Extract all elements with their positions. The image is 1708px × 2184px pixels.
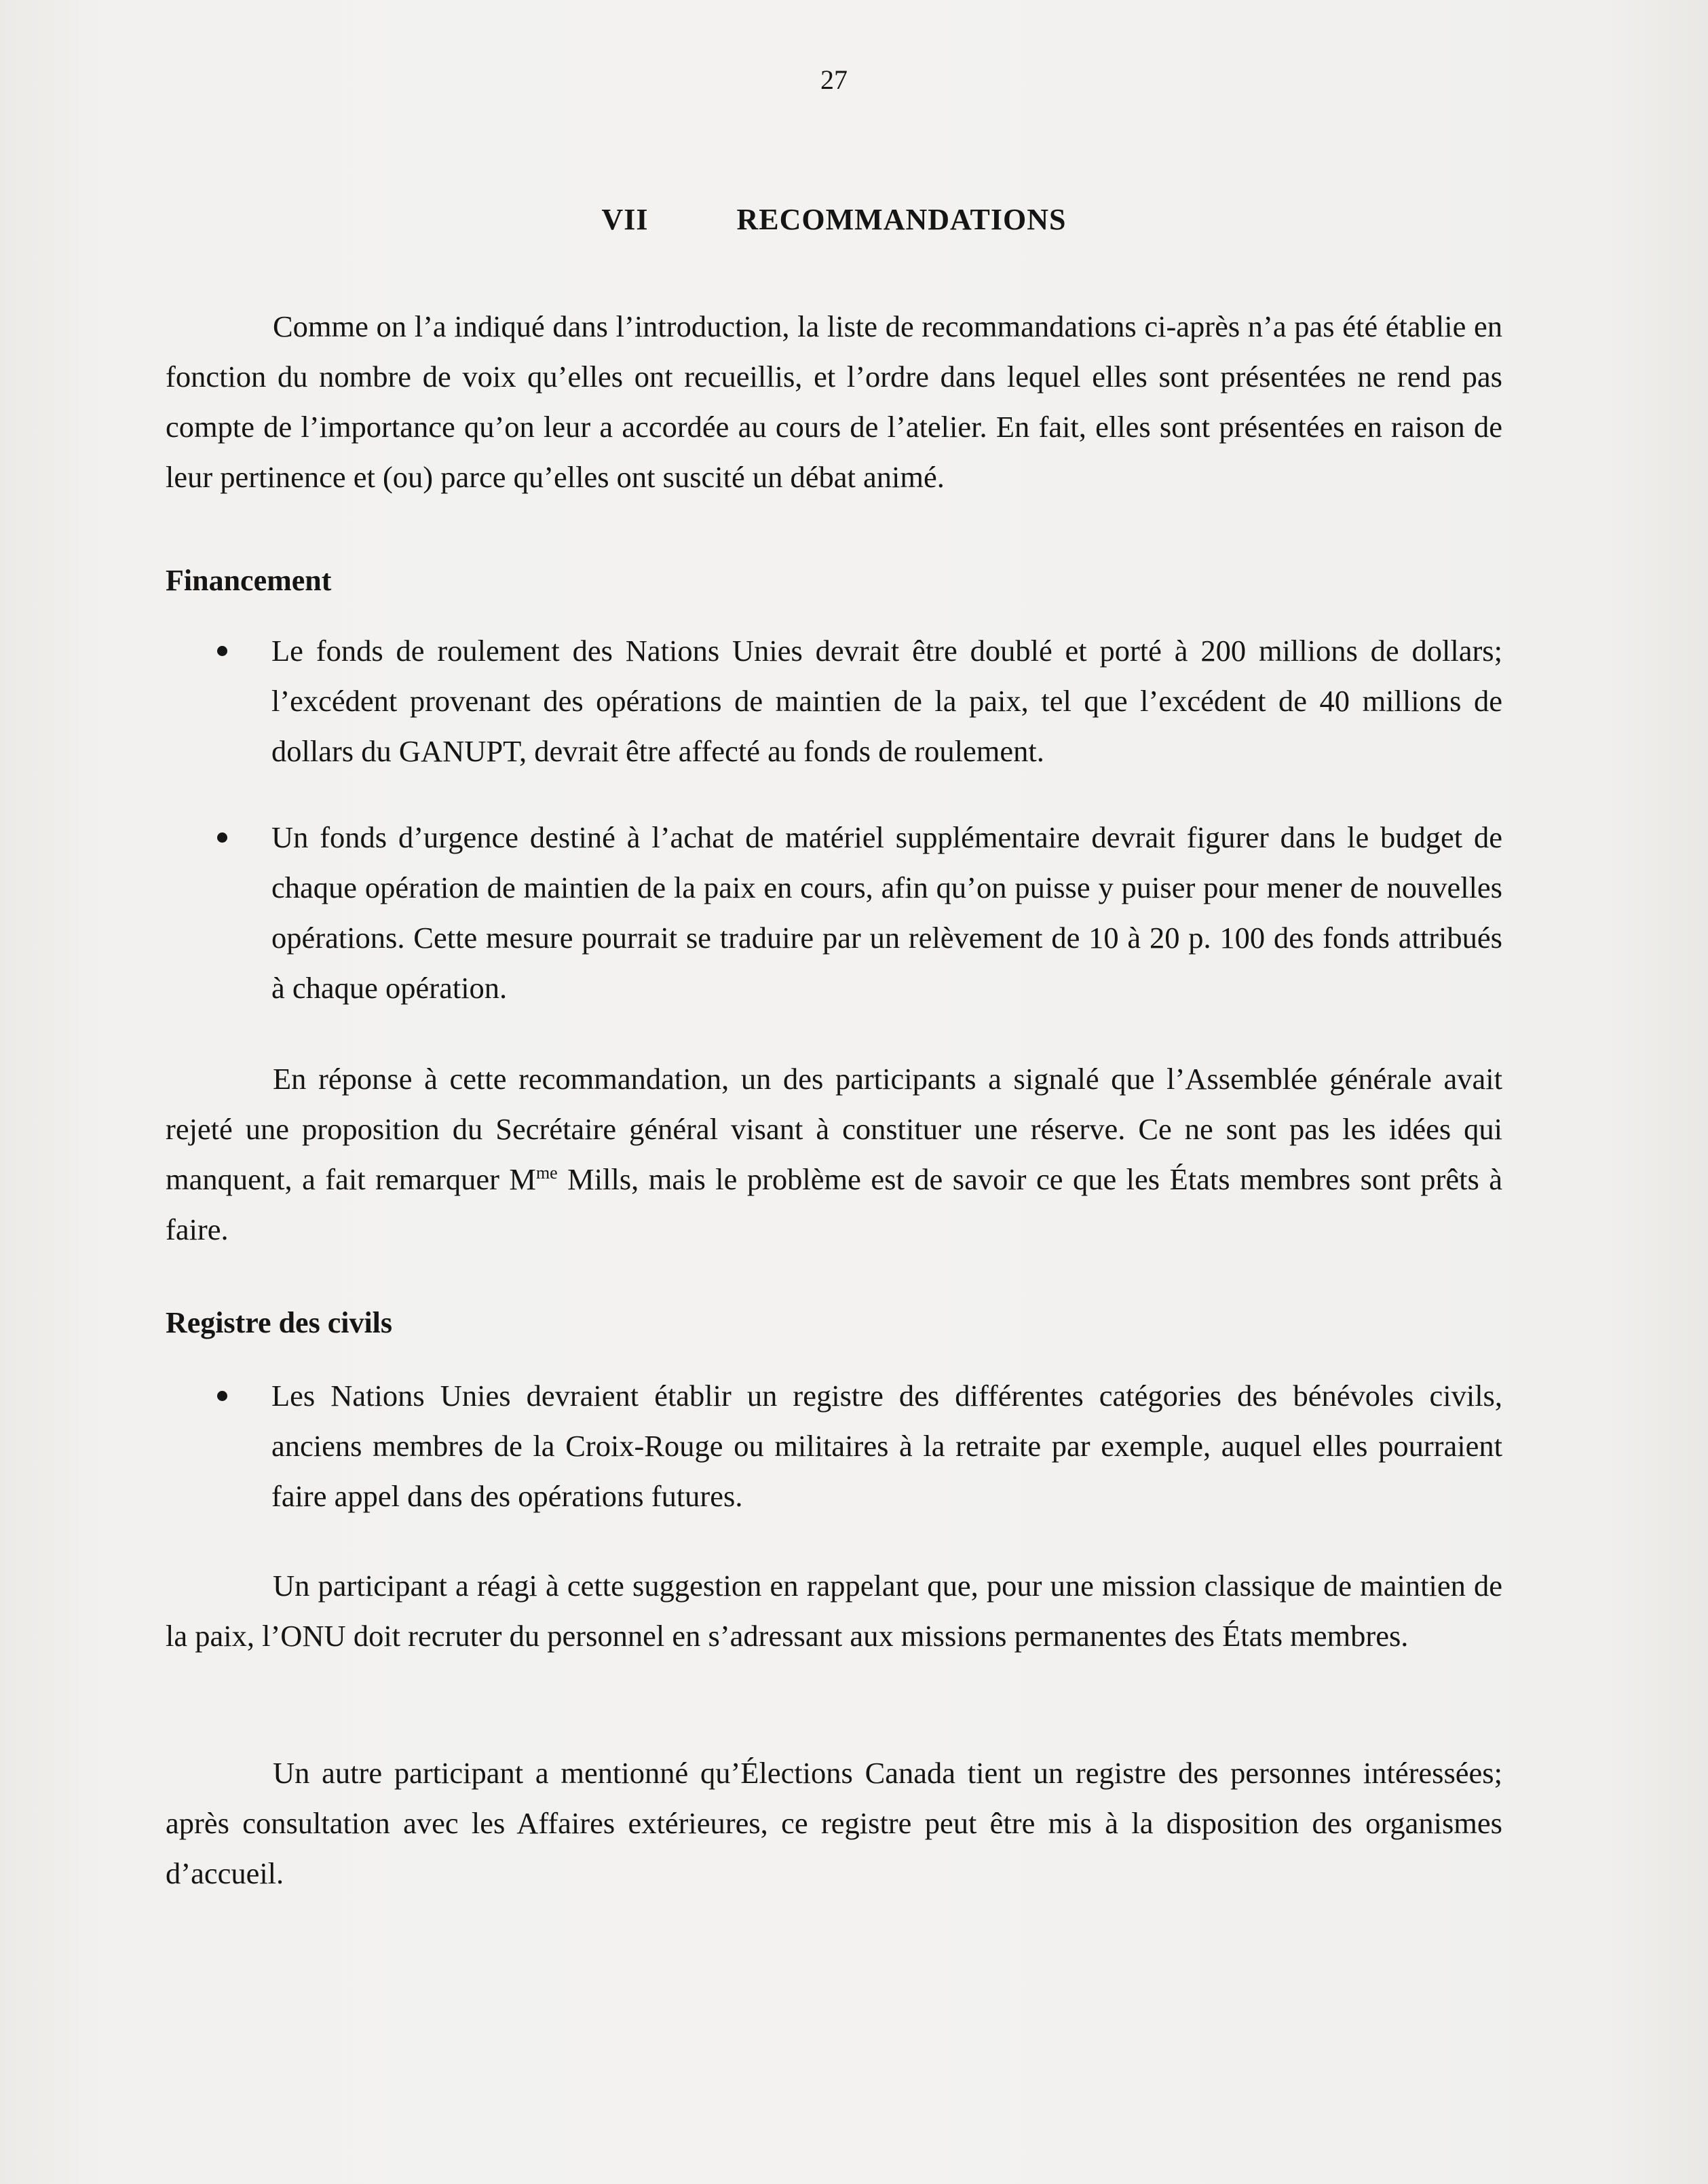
bullet-text: Un fonds d’urgence destiné à l’achat de matériel supplémentaire devrait figurer dans le budget de chaque opération de maintien de la paix en cours, afin qu’on puisse y puiser pour mener de nouvelles opérations. Cette mesure pourrait se traduire par un relèvement de 10 à 20 p. 100 des fonds attribués à chaque opération. bbox=[271, 820, 1502, 1005]
intro-paragraph: Comme on l’a indiqué dans l’introduction, la liste de recommandations ci-après n’a pas été établie en fonction du nombre de voix qu’elles ont recueillis, et l’ordre dans lequel elles sont présentées ne rend pas compte de l’importance qu’on leur a accordée au cours de l’atelier. En fait, elles sont présentées en raison de leur pertinence et (ou) parce qu’elles ont suscité un débat animé. bbox=[166, 309, 1502, 494]
registre-paragraph-2: Un autre participant a mentionné qu’Élections Canada tient un registre des personnes intéressées; après consultation avec les Affaires extérieures, ce registre peut être mis à la disposition des organismes d’accueil. bbox=[166, 1756, 1502, 1890]
bullet-text: Le fonds de roulement des Nations Unies devrait être doublé et porté à 200 millions de dollars; l’excédent provenant des opérations de maintien de la paix, tel que l’excédent de 40 millions de dollars du GANUPT, devrait être affecté au fonds de roulement. bbox=[271, 634, 1502, 768]
registre-paragraph-1: Un participant a réagi à cette suggestion en rappelant que, pour une mission classique de maintien de la paix, l’ONU doit recruter du personnel en s’adressant aux missions permanentes des États membres. bbox=[166, 1569, 1502, 1653]
response-text-after: Mills, mais le problème est de savoir ce que les États membres sont prêts à faire. bbox=[166, 1162, 1502, 1246]
response-paragraph bbox=[166, 1054, 1502, 1254]
response-superscript: me bbox=[535, 1163, 558, 1183]
page-number: 27 bbox=[820, 64, 848, 95]
bullet-dot-icon bbox=[217, 646, 227, 656]
response-text-before: En réponse à cette recommandation, un des participants a signalé que l’Assemblée générale avait rejeté une proposition du Secrétaire général visant à constituer une réserve. Ce ne sont pas les idées qui manquent, a fait remarquer M bbox=[166, 1062, 1502, 1196]
bullet-dot-icon bbox=[217, 1391, 227, 1401]
heading-registre: Registre des civils bbox=[166, 1306, 393, 1339]
section-title bbox=[166, 202, 1502, 237]
bullet-text: Les Nations Unies devraient établir un registre des différentes catégories des bénévoles civils, anciens membres de la Croix-Rouge ou militaires à la retraite par exemple, auquel elles pourraient faire appel dans des opérations futures. bbox=[271, 1379, 1502, 1513]
section-title-text: RECOMMANDATIONS bbox=[736, 203, 1067, 236]
bullet-dot-icon bbox=[217, 832, 227, 843]
section-number: VII bbox=[601, 203, 649, 236]
heading-financement: Financement bbox=[166, 564, 332, 597]
